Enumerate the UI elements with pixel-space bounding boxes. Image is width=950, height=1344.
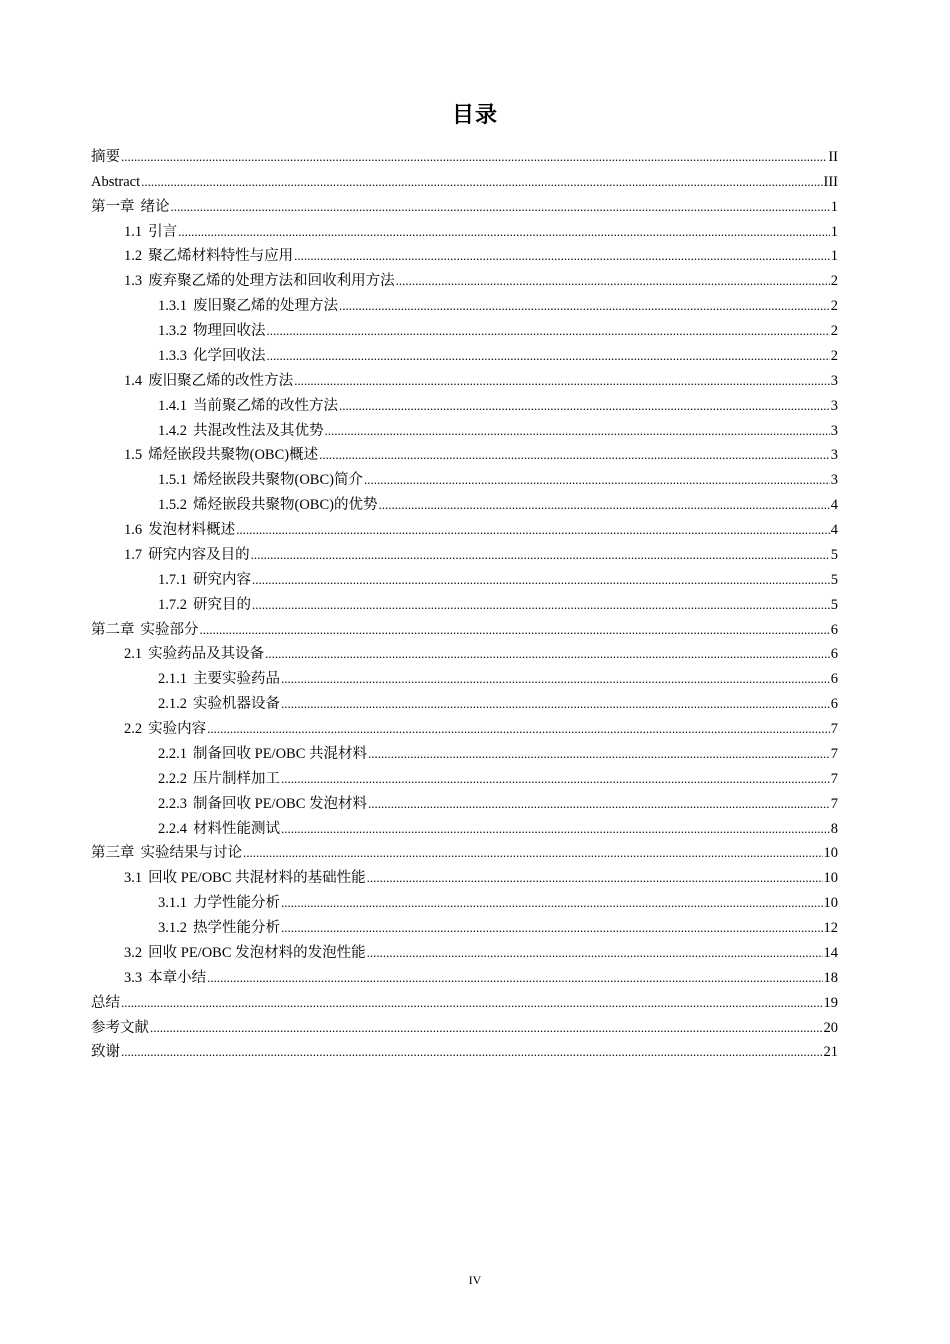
toc-dot-leader [281,894,823,912]
toc-entry-title: 主要实验药品 [193,671,280,688]
toc-entry-page: 10 [823,895,838,912]
table-of-contents [91,141,838,1061]
toc-entry-title: 总结 [91,994,120,1011]
toc-dot-leader [150,1019,823,1037]
toc-dot-leader [281,670,830,688]
toc-entry[interactable] [91,639,838,664]
toc-entry-page: 1 [830,248,838,265]
toc-entry-number: 1.7.2 [158,596,187,613]
toc-entry-number: 2.2.1 [158,745,187,762]
toc-entry-number: 1.1 [124,223,143,240]
toc-dot-leader [171,198,830,216]
toc-entry-title: 制备回收 PE/OBC 共混材料 [193,745,368,762]
toc-dot-leader [207,969,822,987]
toc-dot-leader [281,695,830,713]
toc-entry-title: 废旧聚乙烯的改性方法 [148,372,294,389]
toc-entry-page: 12 [823,920,838,936]
toc-entry-number: 1.4.2 [158,422,187,439]
toc-entry-title: 研究内容及目的 [148,546,250,563]
toc-entry-page: 6 [830,621,838,638]
toc-entry-number: 1.2 [124,248,143,265]
toc-entry-title: 废旧聚乙烯的处理方法 [193,298,338,315]
toc-dot-leader [339,297,830,315]
toc-entry-number: 1.7.1 [158,571,187,588]
toc-entry[interactable] [91,166,838,191]
toc-entry-number: 1.3.2 [158,323,187,339]
toc-entry-page: 6 [830,696,838,713]
toc-entry-title: 材料性能测试 [193,820,280,837]
toc-entry[interactable] [91,987,838,1012]
toc-entry-number: 2.2 [124,721,143,737]
toc-entry[interactable] [91,813,838,838]
toc-dot-leader [294,247,830,265]
toc-entry-page: 3 [830,422,838,439]
toc-dot-leader [243,844,823,862]
toc-entry[interactable] [91,763,838,788]
toc-entry-number: 1.4 [124,372,143,389]
toc-entry-page: 7 [830,721,838,737]
toc-entry-title: 本章小结 [148,969,207,986]
toc-entry-number: 1.6 [124,522,143,538]
toc-entry[interactable] [91,713,838,738]
toc-entry-number: 第三章 [91,845,135,862]
toc-entry-page: 4 [830,497,838,514]
toc-entry-title: 化学回收法 [193,347,266,364]
toc-dot-leader [364,471,830,489]
toc-entry[interactable] [91,962,838,987]
toc-entry-number: 1.7 [124,546,143,563]
toc-dot-leader [281,919,823,937]
toc-dot-leader [121,994,823,1012]
toc-dot-leader [207,720,830,738]
toc-entry-page: 5 [830,546,838,563]
toc-entry-page: II [828,148,838,165]
toc-entry[interactable] [91,514,838,539]
toc-entry-title: 绪论 [140,198,170,215]
toc-dot-leader [265,645,830,663]
toc-entry-page: 14 [823,944,838,961]
toc-entry-title: 研究内容 [193,571,251,588]
toc-dot-leader [378,496,829,514]
toc-entry[interactable] [91,912,838,937]
toc-entry[interactable] [91,440,838,465]
toc-dot-leader [396,272,830,290]
toc-entry-number: 1.3 [124,273,143,290]
toc-entry-title: Abstract [91,173,141,190]
toc-entry-page: 5 [830,571,838,588]
toc-entry[interactable] [91,464,838,489]
toc-entry-number: 2.2.3 [158,795,187,812]
toc-entry-page: 19 [823,994,838,1011]
toc-entry-title: 制备回收 PE/OBC 发泡材料 [193,795,368,812]
toc-entry-number: 1.3.1 [158,298,187,315]
toc-entry-number: 3.3 [124,969,143,986]
toc-entry[interactable] [91,265,838,290]
toc-title: 目录 [451,103,498,128]
toc-entry[interactable] [91,862,838,887]
toc-entry[interactable] [91,1012,838,1037]
toc-dot-leader [294,372,830,390]
toc-entry-title: 回收 PE/OBC 共混材料的基础性能 [148,870,366,887]
toc-dot-leader [319,446,830,464]
page-number-footer: IV [468,1273,482,1287]
toc-entry-number: 1.4.1 [158,397,187,414]
toc-dot-leader [281,770,830,788]
toc-entry[interactable] [91,564,838,589]
toc-entry-number: 第一章 [91,198,135,215]
toc-entry[interactable] [91,489,838,514]
toc-entry-number: 2.1.2 [158,696,187,713]
toc-entry-page: 1 [830,198,838,215]
toc-entry[interactable] [91,340,838,365]
toc-entry-page: 5 [830,596,838,613]
toc-entry-title: 参考文献 [91,1019,149,1036]
toc-entry-title: 共混改性法及其优势 [193,422,324,439]
toc-entry-page: 2 [830,323,838,339]
toc-entry-page: 20 [823,1019,838,1036]
toc-dot-leader [251,546,830,564]
toc-entry-page: 2 [830,347,838,364]
toc-entry-page: 18 [823,969,838,986]
toc-entry[interactable] [91,1037,838,1062]
toc-entry[interactable] [91,838,838,863]
toc-entry-page: 6 [830,646,838,663]
toc-entry-title: 实验机器设备 [193,696,280,713]
toc-entry[interactable] [91,290,838,315]
toc-dot-leader [339,397,830,415]
toc-entry[interactable] [91,390,838,415]
toc-entry-page: 1 [830,223,838,240]
toc-entry[interactable] [91,937,838,962]
toc-entry-title: 实验部分 [140,621,199,638]
toc-entry-page: 7 [830,795,838,812]
toc-entry[interactable] [91,589,838,614]
toc-entry-page: 2 [830,273,838,290]
toc-entry-page: 3 [830,372,838,389]
toc-entry-page: 3 [830,447,838,464]
toc-entry-title: 烯烃嵌段共聚物(OBC)简介 [193,472,363,489]
toc-entry-title: 发泡材料概述 [148,522,236,538]
toc-entry-number: 2.1.1 [158,671,187,688]
toc-entry[interactable] [91,663,838,688]
toc-entry[interactable] [91,887,838,912]
toc-dot-leader [368,795,830,813]
toc-dot-leader [267,347,830,365]
toc-entry[interactable] [91,191,838,216]
toc-entry-number: 1.3.3 [158,347,187,364]
toc-dot-leader [252,571,830,589]
toc-entry-page: 2 [830,298,838,315]
toc-entry[interactable] [91,415,838,440]
toc-dot-leader [252,596,830,614]
toc-entry-title: 实验内容 [148,721,207,737]
toc-entry-title: 热学性能分析 [193,920,280,936]
toc-dot-leader [178,223,830,241]
toc-entry[interactable] [91,241,838,266]
toc-entry-number: 3.2 [124,944,143,961]
toc-entry-title: 烯烃嵌段共聚物(OBC)的优势 [193,497,378,514]
toc-entry-number: 3.1.2 [158,920,187,936]
toc-dot-leader [367,869,823,887]
toc-entry-title: 摘要 [91,148,120,165]
toc-entry[interactable] [91,788,838,813]
toc-entry-title: 致谢 [91,1044,120,1061]
toc-entry[interactable] [91,216,838,241]
toc-entry-page: 7 [830,770,838,787]
toc-entry[interactable] [91,738,838,763]
toc-dot-leader [325,422,830,440]
toc-entry-title: 回收 PE/OBC 发泡材料的发泡性能 [148,944,366,961]
toc-entry-number: 第二章 [91,621,135,638]
toc-entry-page: 3 [830,472,838,489]
toc-entry-number: 1.5.1 [158,472,187,489]
toc-entry-number: 1.5 [124,447,143,464]
toc-dot-leader [367,944,823,962]
toc-entry-title: 当前聚乙烯的改性方法 [193,397,338,414]
toc-entry-number: 2.2.2 [158,770,187,787]
toc-dot-leader [368,745,830,763]
toc-entry-title: 烯烃嵌段共聚物(OBC)概述 [148,447,319,464]
toc-entry-title: 研究目的 [193,596,251,613]
toc-entry-title: 聚乙烯材料特性与应用 [148,248,294,265]
toc-entry[interactable] [91,614,838,639]
toc-entry-page: III [823,173,838,190]
toc-entry-title: 力学性能分析 [193,895,280,912]
toc-entry-page: 7 [830,745,838,762]
toc-dot-leader [267,322,830,340]
toc-entry-page: 3 [830,397,838,414]
toc-entry-number: 1.5.2 [158,497,187,514]
toc-entry-page: 8 [830,820,838,837]
toc-entry-number: 2.1 [124,646,143,663]
toc-entry[interactable] [91,141,838,166]
toc-dot-leader [200,621,830,639]
toc-entry-title: 实验药品及其设备 [148,646,265,663]
toc-entry[interactable] [91,315,838,340]
toc-entry[interactable] [91,539,838,564]
toc-entry-title: 实验结果与讨论 [140,845,242,862]
toc-entry-page: 4 [830,522,838,538]
toc-dot-leader [121,148,827,166]
toc-dot-leader [121,1043,823,1061]
toc-dot-leader [141,173,822,191]
toc-entry-number: 3.1 [124,870,143,887]
toc-entry-title: 废弃聚乙烯的处理方法和回收利用方法 [148,273,395,290]
toc-entry[interactable] [91,688,838,713]
toc-entry-page: 10 [823,870,838,887]
toc-entry-number: 3.1.1 [158,895,187,912]
toc-entry-title: 物理回收法 [193,323,266,339]
toc-entry-page: 21 [823,1044,838,1061]
toc-dot-leader [236,521,830,539]
toc-dot-leader [281,820,830,838]
toc-entry-title: 引言 [148,223,178,240]
toc-entry-page: 6 [830,671,838,688]
toc-entry[interactable] [91,365,838,390]
toc-entry-number: 2.2.4 [158,820,187,837]
toc-entry-title: 压片制样加工 [193,770,280,787]
toc-entry-page: 10 [823,845,838,862]
